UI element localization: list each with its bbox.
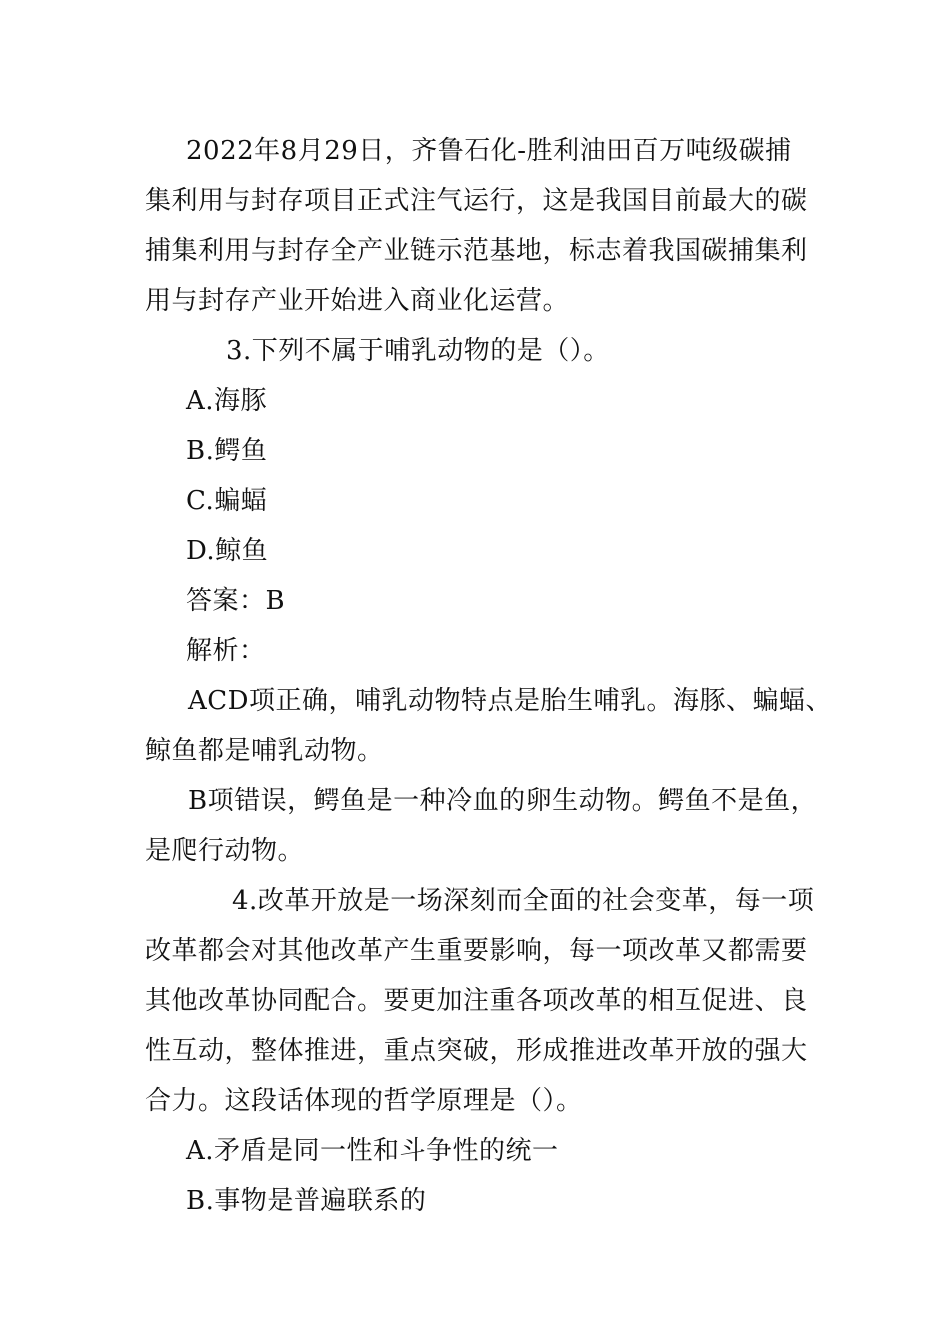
intro-line-3: 捕集利用与封存全产业链示范基地，标志着我国碳捕集利 [145, 236, 808, 266]
question3-analysis-acd-line-1: ACD项正确，哺乳动物特点是胎生哺乳。海豚、蝙蝠、 [188, 686, 833, 716]
question4-option-a: A.矛盾是同一性和斗争性的统一 [186, 1136, 559, 1166]
question3-option-a: A.海豚 [186, 386, 268, 416]
intro-line-2: 集利用与封存项目正式注气运行，这是我国目前最大的碳 [145, 186, 808, 216]
question3-analysis-b-line-1: B项错误，鳄鱼是一种冷血的卵生动物。鳄鱼不是鱼， [188, 786, 818, 816]
question4-stem-line-1: 4.改革开放是一场深刻而全面的社会变革，每一项 [232, 886, 815, 916]
question4-option-b: B.事物是普遍联系的 [186, 1186, 427, 1216]
question3-option-b: B.鳄鱼 [186, 436, 268, 466]
question3-analysis-label: 解析： [186, 636, 266, 666]
intro-line-1: 2022年8月29日，齐鲁石化-胜利油田百万吨级碳捕 [186, 136, 792, 166]
question4-stem-line-3: 其他改革协同配合。要更加注重各项改革的相互促进、良 [145, 986, 808, 1016]
question3-analysis-acd-line-2: 鲸鱼都是哺乳动物。 [145, 736, 384, 766]
question4-stem-line-4: 性互动，整体推进，重点突破，形成推进改革开放的强大 [145, 1036, 808, 1066]
question4-stem-line-5: 合力。这段话体现的哲学原理是（）。 [145, 1086, 583, 1116]
question3-stem: 3.下列不属于哺乳动物的是（）。 [226, 336, 610, 366]
question3-answer: 答案：B [186, 586, 286, 616]
question3-option-c: C.蝙蝠 [186, 486, 268, 516]
intro-line-4: 用与封存产业开始进入商业化运营。 [145, 286, 570, 316]
question3-option-d: D.鲸鱼 [186, 536, 269, 566]
question4-stem-line-2: 改革都会对其他改革产生重要影响，每一项改革又都需要 [145, 936, 808, 966]
question3-analysis-b-line-2: 是爬行动物。 [145, 836, 305, 866]
